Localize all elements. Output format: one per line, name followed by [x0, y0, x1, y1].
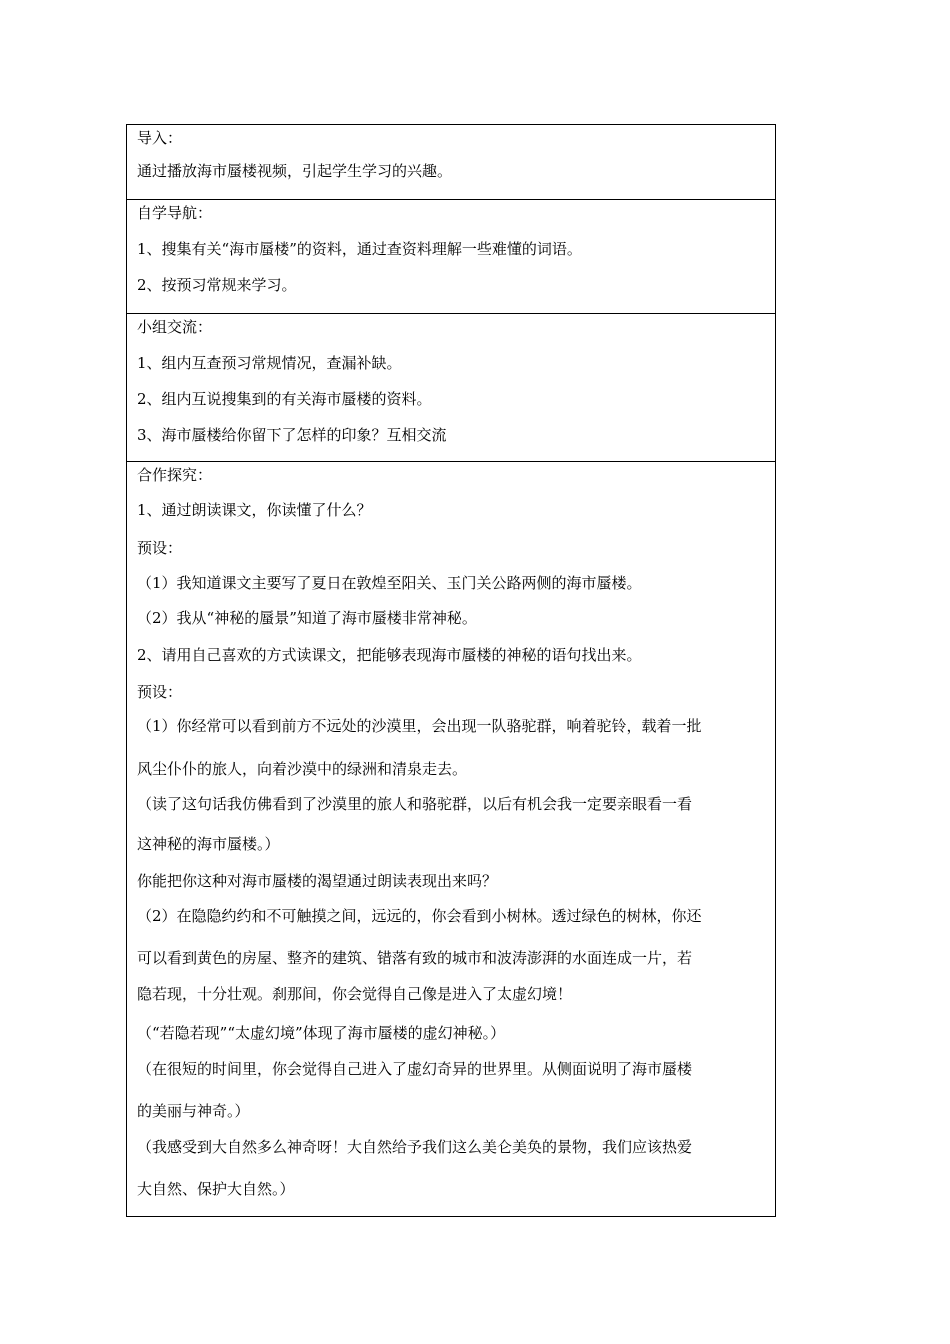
section-line: 的美丽与神奇。）	[137, 1102, 250, 1120]
section-line: 风尘仆仆的旅人，向着沙漠中的绿洲和清泉走去。	[137, 760, 468, 778]
section-line: 可以看到黄色的房屋、整齐的建筑、错落有致的城市和波涛澎湃的水面连成一片，若	[137, 949, 693, 967]
section-line: 2、按预习常规来学习。	[137, 276, 297, 294]
section-line: 2、组内互说搜集到的有关海市蜃楼的资料。	[137, 390, 432, 408]
section-line: （读了这句话我仿佛看到了沙漠里的旅人和骆驼群，以后有机会我一定要亲眼看一看	[137, 795, 693, 813]
section-heading: 合作探究：	[137, 466, 213, 484]
section-line: 1、通过朗读课文，你读懂了什么？	[137, 501, 372, 519]
section-self-study	[127, 200, 775, 314]
section-line: 这神秘的海市蜃楼。）	[137, 835, 280, 853]
section-heading: 自学导航：	[137, 204, 213, 222]
section-line: 预设：	[137, 683, 183, 701]
section-line: （在很短的时间里，你会觉得自己进入了虚幻奇异的世界里。从侧面说明了海市蜃楼	[137, 1060, 693, 1078]
section-line: 2、请用自己喜欢的方式读课文，把能够表现海市蜃楼的神秘的语句找出来。	[137, 646, 642, 664]
section-line: （1）你经常可以看到前方不远处的沙漠里，会出现一队骆驼群，响着驼铃，载着一批	[137, 717, 702, 735]
section-group-discussion	[127, 314, 775, 462]
lesson-plan-table	[126, 124, 776, 1217]
section-line: （1）我知道课文主要写了夏日在敦煌至阳关、玉门关公路两侧的海市蜃楼。	[137, 574, 642, 592]
section-line: 预设：	[137, 539, 183, 557]
section-line: 通过播放海市蜃楼视频，引起学生学习的兴趣。	[137, 162, 453, 180]
section-intro	[127, 125, 775, 200]
section-line: （我感受到大自然多么神奇呀！大自然给予我们这么美仑美奂的景物，我们应该热爱	[137, 1138, 693, 1156]
section-cooperative-inquiry	[127, 462, 775, 1216]
section-heading: 小组交流：	[137, 318, 213, 336]
section-line: （“若隐若现”“太虚幻境”体现了海市蜃楼的虚幻神秘。）	[137, 1024, 506, 1042]
section-line: 1、搜集有关“海市蜃楼”的资料，通过查资料理解一些难懂的词语。	[137, 240, 582, 258]
section-line: 1、组内互查预习常规情况，查漏补缺。	[137, 354, 402, 372]
section-heading: 导入：	[137, 129, 183, 147]
section-line: 隐若现，十分壮观。刹那间，你会觉得自己像是进入了太虚幻境！	[137, 985, 573, 1003]
section-line: 大自然、保护大自然。）	[137, 1180, 295, 1198]
section-line: 3、海市蜃楼给你留下了怎样的印象？互相交流	[137, 426, 447, 444]
section-line: （2）我从“神秘的蜃景”知道了海市蜃楼非常神秘。	[137, 609, 477, 627]
section-line: 你能把你这种对海市蜃楼的渴望通过朗读表现出来吗？	[137, 872, 498, 890]
section-line: （2）在隐隐约约和不可触摸之间，远远的，你会看到小树林。透过绿色的树林，你还	[137, 907, 702, 925]
